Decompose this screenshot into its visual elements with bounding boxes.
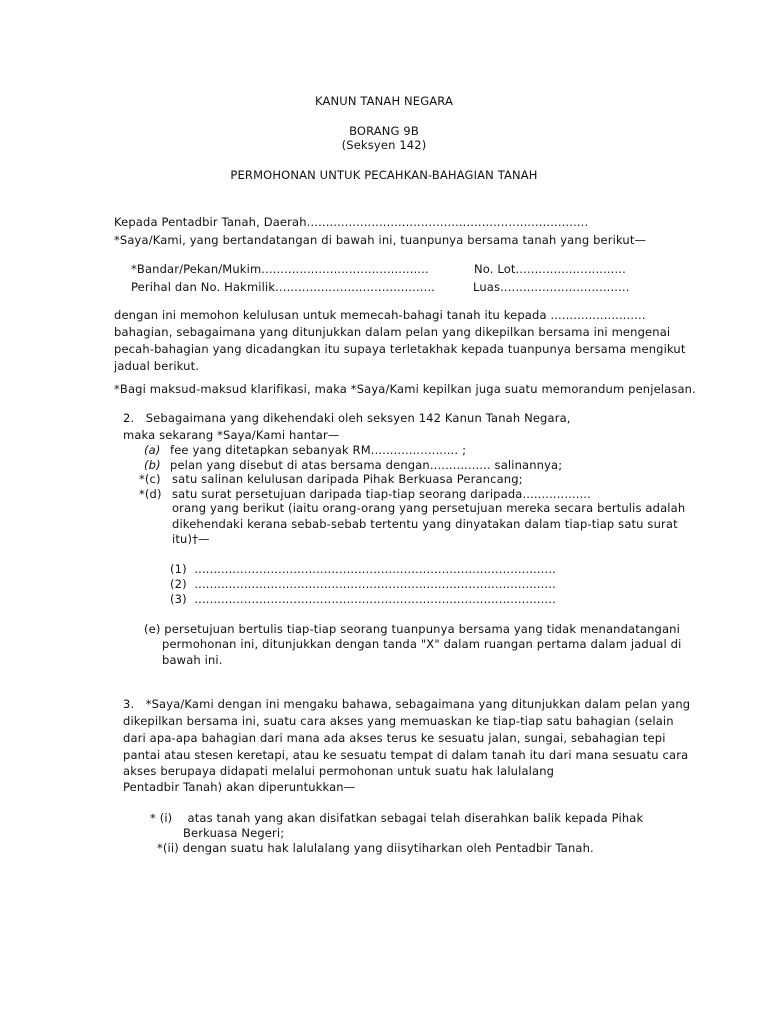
para3-line: dari apa-apa bahagian dari mana ada akses terus ke sesuatu jalan, sungai, sebahagian tepi — [123, 731, 666, 745]
para3-line: pantai atau stesen keretapi, atau ke sesuatu tempat di dalam tanah itu dari mana sesuatu cara — [123, 748, 689, 762]
item-e-text: permohonan ini, ditunjukkan dengan tanda "X" dalam ruangan pertama dalam jadual di — [162, 637, 682, 651]
para3-line: akses berupaya didapati melalui permohonan untuk suatu hak lalulalang — [123, 764, 555, 778]
item-d-label: *(d) — [139, 487, 162, 501]
item-d-text: satu surat persetujuan daripada tiap-tiap seorang daripada.................. — [172, 487, 591, 501]
intro-line: dengan ini memohon kelulusan untuk memecah-bahagi tanah itu kepada ......................... — [114, 308, 646, 322]
section-ref: (Seksyen 142) — [341, 138, 427, 152]
consent-line: (1) ............................................................................................... — [170, 562, 556, 576]
intro-line: pecah-bahagian yang dicadangkan itu supaya terletakhak kepada tuanpunya bersama mengikut — [114, 342, 686, 356]
applicant-line: *Saya/Kami, yang bertandatangan di bawah ini, tuanpunya bersama tanah yang berikut— — [114, 233, 647, 247]
hakmilik-field: Perihal dan No. Hakmilik.......................................... — [131, 280, 435, 294]
para3-line: Pentadbir Tanah) akan diperuntukkan— — [123, 780, 356, 794]
intro-line: jadual berikut. — [114, 359, 200, 373]
item-b-text: pelan yang disebut di atas bersama dengan................ salinannya; — [170, 458, 563, 472]
para3-line: dikepilkan bersama ini, suatu cara akses yang memuaskan ke tiap-tiap satu bahagian (selain — [123, 714, 674, 728]
option-ii-text: *(ii) dengan suatu hak lalulalang yang diisytiharkan oleh Pentadbir Tanah. — [157, 841, 594, 855]
lot-field: No. Lot............................. — [474, 262, 626, 276]
item-d-text: dikehendaki kerana sebab-sebab tertentu yang dinyatakan dalam tiap-tiap satu surat — [172, 517, 678, 531]
form-number: BORANG 9B — [349, 124, 419, 138]
item-c-label: *(c) — [139, 472, 161, 486]
form-title: PERMOHONAN UNTUK PECAHKAN-BAHAGIAN TANAH — [230, 168, 538, 182]
item-e-text: bawah ini. — [162, 653, 223, 667]
item-a-label: (a) — [144, 443, 161, 457]
act-title: KANUN TANAH NEGARA — [315, 94, 453, 108]
option-i-text: Berkuasa Negeri; — [183, 826, 285, 840]
clarification-note: *Bagi maksud-maksud klarifikasi, maka *Saya/Kami kepilkan juga suatu memorandum penjelasan. — [114, 382, 696, 396]
item-a-text: fee yang ditetapkan sebanyak RM....................... ; — [170, 443, 467, 457]
mukim-field: *Bandar/Pekan/Mukim............................................ — [131, 262, 429, 276]
item-c-text: satu salinan kelulusan daripada Pihak Berkuasa Perancang; — [172, 472, 523, 486]
item-b-label: (b) — [144, 458, 161, 472]
consent-line: (3) ............................................................................................... — [170, 592, 556, 606]
para2-heading: 2. Sebagaimana yang dikehendaki oleh seksyen 142 Kanun Tanah Negara, — [123, 411, 571, 425]
item-d-text: itu)†— — [172, 532, 210, 546]
intro-line: bahagian, sebagaimana yang ditunjukkan dalam pelan yang dikepilkan bersama ini mengenai — [114, 325, 671, 339]
item-d-text: orang yang berikut (iaitu orang-orang yang persetujuan mereka secara bertulis adalah — [172, 501, 686, 515]
luas-field: Luas.................................. — [473, 280, 630, 294]
item-e-text: (e) persetujuan bertulis tiap-tiap seorang tuanpunya bersama yang tidak menandatangani — [144, 622, 680, 636]
consent-line: (2) ............................................................................................... — [170, 577, 556, 591]
para2-line: maka sekarang *Saya/Kami hantar— — [123, 428, 340, 442]
para3-line: 3. *Saya/Kami dengan ini mengaku bahawa, sebagaimana yang ditunjukkan dalam pelan yang — [123, 697, 691, 711]
option-i-text: * (i) atas tanah yang akan disifatkan sebagai telah diserahkan balik kepada Pihak — [150, 811, 644, 825]
addressee-line: Kepada Pentadbir Tanah, Daerah.......................................................................... — [114, 215, 589, 229]
